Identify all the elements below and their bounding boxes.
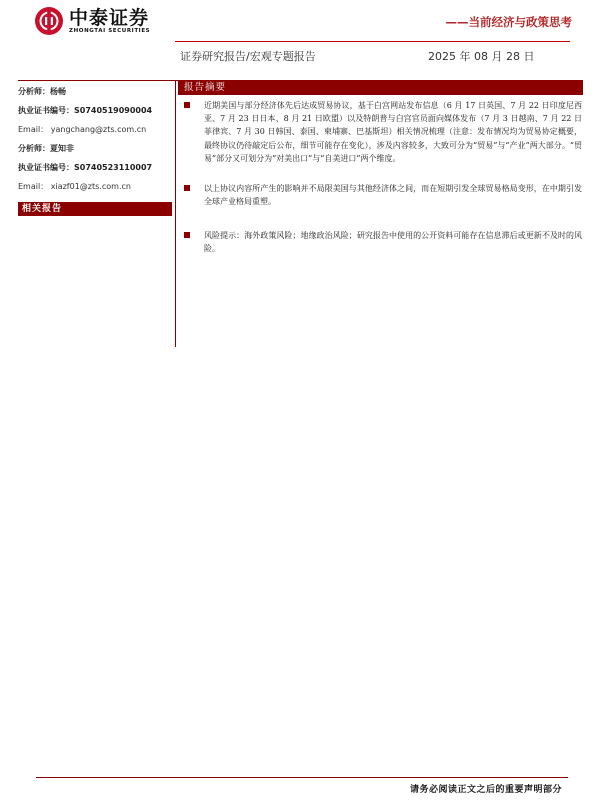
report-type: 证券研究报告/宏观专题报告	[180, 50, 316, 63]
related-reports-header: 相关报告	[18, 202, 172, 216]
summary-bullet-text: 以上协议内容所产生的影响并不局限美国与其他经济体之间，而在短期引发全球贸易格局变形，在中期引发全球产业格局重塑。	[204, 184, 582, 207]
summary-bullet-2	[184, 182, 582, 208]
company-logo	[34, 6, 150, 36]
report-date: 2025 年 08 月 28 日	[428, 50, 535, 63]
series-title: ——当前经济与政策思考	[445, 15, 572, 29]
brand-name-en: ZHONGTAI SECURITIES	[69, 27, 151, 34]
bullet-square-icon	[184, 185, 190, 191]
summary-bullet-text: 近期美国与部分经济体先后达成贸易协议，基于白宫网站发布信息（6 月 17 日英国、7 月 22 日印度尼西亚、7 月 23 日日本、8 月 21 日欧盟）以及特朗普与白宫官员面向媒体发布（7 月 3 日越南、7 月 22 日菲律宾、7 月 30 日韩国、泰国、柬埔寨、巴基斯坦）相关情况梳理（注意：发布情况均为贸易协定概要，最终协议仍待敲定后公布，细节可能存在变化），涉及内容较多，大致可分为“贸易”与“产业”两大部分。“贸易”部分又可划分为“对美出口”与“自美进口”两个维度。	[204, 101, 582, 163]
bullet-square-icon	[184, 102, 190, 108]
analyst-1-email-link[interactable]: yangchang@zts.com.cn	[50, 125, 147, 134]
summary-bullet-3	[184, 229, 582, 255]
brand-name-cn: 中泰证券	[69, 6, 150, 29]
footer-divider	[36, 777, 568, 778]
analyst-1-email: Email： yangchang@zts.com.cn	[18, 125, 147, 134]
zhongtai-logo-icon	[34, 6, 64, 36]
disclaimer-notice: 请务必阅读正文之后的重要声明部分	[409, 785, 562, 795]
bullet-square-icon	[184, 232, 190, 238]
analyst-2-email-link[interactable]: xiazf01@zts.com.cn	[50, 182, 131, 191]
analyst-2-email: Email： xiazf01@zts.com.cn	[18, 182, 131, 191]
analyst-panel	[18, 82, 172, 196]
summary-header: 报告摘要	[178, 80, 583, 95]
header-divider	[175, 41, 570, 42]
column-divider	[175, 80, 176, 347]
analyst-2-name: 分析师：夏知非	[18, 144, 74, 153]
analyst-1-cert: 执业证书编号：S0740519090004	[18, 106, 153, 115]
analyst-2-cert: 执业证书编号：S0740523110007	[18, 163, 153, 172]
analyst-1-name: 分析师：杨畅	[18, 87, 66, 96]
summary-bullet-1	[184, 99, 582, 165]
summary-bullet-text: 风险提示：海外政策风险；地缘政治风险；研究报告中使用的公开资料可能存在信息滞后或更新不及时的风险。	[204, 231, 582, 254]
